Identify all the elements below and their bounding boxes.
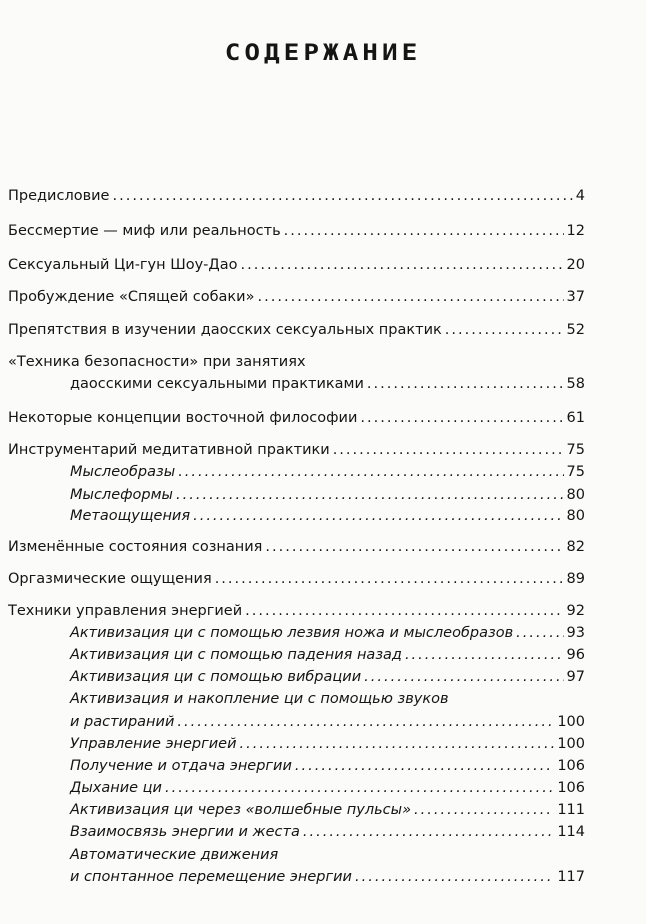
toc-entry-label-line2: и спонтанное перемещение энергии bbox=[70, 869, 352, 885]
toc-entry-label: Мыслеформы bbox=[70, 487, 173, 503]
toc-subentry[interactable] bbox=[70, 668, 585, 686]
page-title: СОДЕРЖАНИЕ bbox=[224, 40, 422, 66]
toc-entry[interactable] bbox=[70, 375, 585, 393]
toc-entry-label: Активизация ци с помощью лезвия ножа и мыслеобразов bbox=[70, 625, 514, 641]
toc-entry[interactable] bbox=[8, 187, 585, 205]
toc-subentry-label-line1[interactable]: Активизация и накопление ци с помощью звуков bbox=[70, 691, 449, 707]
toc-entry-page: 20 bbox=[566, 257, 585, 273]
toc-entry-page: 75 bbox=[566, 464, 585, 480]
toc-entry-page: 82 bbox=[566, 539, 585, 555]
dot-leader bbox=[265, 538, 563, 556]
dot-leader bbox=[295, 757, 554, 775]
toc-entry[interactable] bbox=[8, 602, 585, 620]
dot-leader bbox=[414, 801, 554, 819]
toc-entry-page: 75 bbox=[566, 442, 585, 458]
toc-entry-label: Техники управления энергией bbox=[8, 603, 243, 619]
toc-entry-page: 4 bbox=[575, 188, 585, 204]
dot-leader bbox=[303, 823, 554, 841]
toc-entry-label: Метаощущения bbox=[70, 508, 191, 524]
toc-entry-label: Мыслеобразы bbox=[70, 464, 176, 480]
toc-entry-label: Активизация ци с помощью падения назад bbox=[70, 647, 402, 663]
dot-leader bbox=[240, 735, 555, 753]
toc-entry[interactable] bbox=[8, 570, 585, 588]
dot-leader bbox=[176, 486, 564, 504]
dot-leader bbox=[257, 288, 563, 306]
toc-entry-page: 114 bbox=[557, 824, 585, 840]
toc-entry-label-line2: даосскими сексуальными практиками bbox=[70, 376, 364, 392]
dot-leader bbox=[355, 868, 554, 886]
dot-leader bbox=[215, 570, 564, 588]
toc-entry-page: 37 bbox=[566, 289, 585, 305]
dot-leader bbox=[405, 646, 564, 664]
toc-entry-label: Оргазмические ощущения bbox=[8, 571, 212, 587]
toc-entry-label: Изменённые состояния сознания bbox=[8, 539, 263, 555]
toc-entry-page: 111 bbox=[557, 802, 585, 818]
toc-entry[interactable] bbox=[8, 538, 585, 556]
toc-entry-page: 93 bbox=[566, 625, 585, 641]
toc-entry-page: 97 bbox=[566, 669, 585, 685]
toc-entry[interactable] bbox=[8, 409, 585, 427]
toc-entry-label-line1[interactable]: «Техника безопасности» при занятиях bbox=[8, 354, 306, 370]
dot-leader bbox=[112, 187, 572, 205]
dot-leader bbox=[178, 463, 563, 481]
toc-entry[interactable] bbox=[8, 222, 585, 240]
toc-entry-page: 106 bbox=[557, 758, 585, 774]
dot-leader bbox=[367, 375, 564, 393]
toc-subentry[interactable] bbox=[70, 507, 585, 525]
toc-entry-label: Активизация ци через «волшебные пульсы» bbox=[70, 802, 412, 818]
toc-entry-page: 80 bbox=[566, 487, 585, 503]
dot-leader bbox=[241, 256, 564, 274]
toc-entry[interactable] bbox=[8, 256, 585, 274]
toc-entry-label: Пробуждение «Спящей собаки» bbox=[8, 289, 255, 305]
toc-entry-label: Инструментарий медитативной практики bbox=[8, 442, 330, 458]
toc-subentry[interactable] bbox=[70, 823, 585, 841]
toc-subentry[interactable] bbox=[70, 779, 585, 797]
toc-entry-page: 52 bbox=[566, 322, 585, 338]
dot-leader bbox=[193, 507, 563, 525]
dot-leader bbox=[360, 409, 563, 427]
toc-entry-page: 100 bbox=[557, 736, 585, 752]
dot-leader bbox=[245, 602, 563, 620]
toc-subentry[interactable] bbox=[70, 486, 585, 504]
toc-entry[interactable] bbox=[8, 288, 585, 306]
toc-subentry-label-line1[interactable]: Автоматические движения bbox=[70, 847, 279, 863]
dot-leader bbox=[284, 222, 564, 240]
toc-entry[interactable] bbox=[8, 441, 585, 459]
toc-entry-label: Дыхание ци bbox=[70, 780, 162, 796]
dot-leader bbox=[165, 779, 554, 797]
toc-entry-label: Получение и отдача энергии bbox=[70, 758, 292, 774]
toc-entry-label: Активизация ци с помощью вибрации bbox=[70, 669, 362, 685]
toc-entry-label: Бессмертие — миф или реальность bbox=[8, 223, 281, 239]
dot-leader bbox=[364, 668, 563, 686]
toc-subentry[interactable] bbox=[70, 713, 585, 731]
toc-subentry[interactable] bbox=[70, 801, 585, 819]
toc-entry-page: 58 bbox=[566, 376, 585, 392]
toc-entry-page: 92 bbox=[566, 603, 585, 619]
toc-entry-page: 96 bbox=[566, 647, 585, 663]
toc-entry-label: Взаимосвязь энергии и жеста bbox=[70, 824, 300, 840]
toc-subentry[interactable] bbox=[70, 463, 585, 481]
toc-entry-label: Препятствия в изучении даосских сексуальных практик bbox=[8, 322, 442, 338]
toc-entry[interactable] bbox=[8, 321, 585, 339]
toc-entry-page: 89 bbox=[566, 571, 585, 587]
toc-subentry[interactable] bbox=[70, 757, 585, 775]
dot-leader bbox=[333, 441, 564, 459]
toc-entry-label: Управление энергией bbox=[70, 736, 237, 752]
toc-subentry[interactable] bbox=[70, 646, 585, 664]
dot-leader bbox=[177, 713, 554, 731]
toc-entry-label: Предисловие bbox=[8, 188, 110, 204]
toc-entry-page: 80 bbox=[566, 508, 585, 524]
toc-subentry[interactable] bbox=[70, 624, 585, 642]
toc-subentry[interactable] bbox=[70, 735, 585, 753]
toc-entry-page: 117 bbox=[557, 869, 585, 885]
toc-entry-page: 61 bbox=[566, 410, 585, 426]
toc-entry-label-line2: и растираний bbox=[70, 714, 175, 730]
dot-leader bbox=[516, 624, 563, 642]
toc-entry-label: Сексуальный Ци-гун Шоу-Дао bbox=[8, 257, 238, 273]
toc-entry-label: Некоторые концепции восточной философии bbox=[8, 410, 358, 426]
toc-entry-page: 12 bbox=[566, 223, 585, 239]
toc-subentry[interactable] bbox=[70, 868, 585, 886]
toc-entry-page: 100 bbox=[557, 714, 585, 730]
dot-leader bbox=[445, 321, 564, 339]
toc-entry-page: 106 bbox=[557, 780, 585, 796]
